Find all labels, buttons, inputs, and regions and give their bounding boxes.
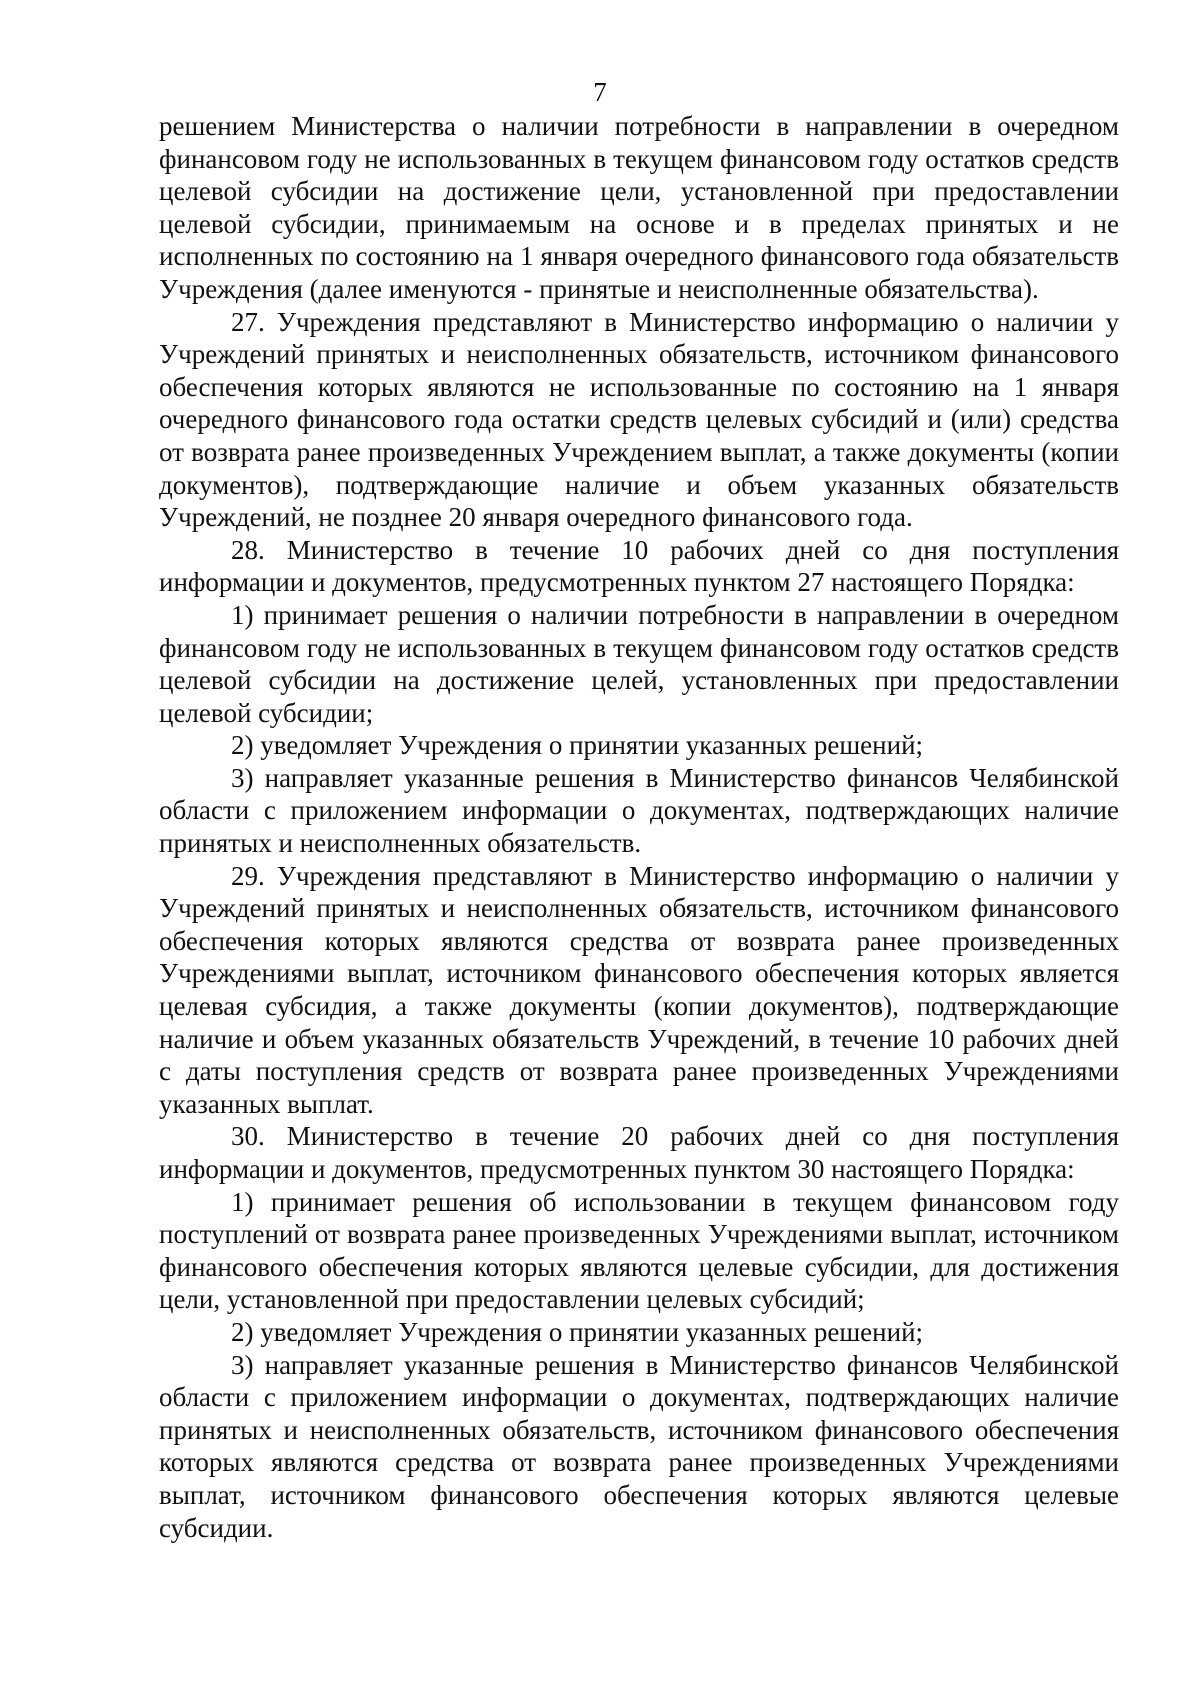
paragraph-continuation: решением Министерства о наличии потребности в направлении в очередном финансовом году не использованных в текущем финансовом году остатков средств целевой субсидии на достижение цели, установленной при предоставлении целевой субсидии, принимаемым на основе и в пределах принятых и не исполненных по состоянию на 1 января очередного финансового года обязательств Учреждения (далее именуются - принятые и неисполненные обязательства). [159,111,1119,304]
paragraph-30-item-2: 2) уведомляет Учреждения о принятии указанных решений; [231,1316,924,1347]
paragraph-30: 30. Министерство в течение 20 рабочих дней со дня поступления информации и документов, предусмотренных пунктом 30 настоящего Порядка: [159,1121,1119,1184]
document-body [159,110,1119,1544]
paragraph-28-item-1: 1) принимает решения о наличии потребности в направлении в очередном финансовом году не использованных в текущем финансовом году остатков средств целевой субсидии на достижение целей, установленных при предоставлении целевой субсидии; [159,599,1119,728]
paragraph-28-item-2: 2) уведомляет Учреждения о принятии указанных решений; [231,730,924,761]
paragraph-27: 27. Учреждения представляют в Министерство информацию о наличии у Учреждений принятых и неисполненных обязательств, источником финансового обеспечения которых являются не использованные по состоянию на 1 января очередного финансового года остатки средств целевых субсидий и (или) средства от возврата ранее произведенных Учреждением выплат, а также документы (копии документов), подтверждающие наличие и объем указанных обязательств Учреждений, не позднее 20 января очередного финансового года. [159,306,1119,533]
paragraph-30-item-3: 3) направляет указанные решения в Министерство финансов Челябинской области с приложением информации о документах, подтверждающих наличие принятых и неисполненных обязательств, источником финансового обеспечения которых являются средства от возврата ранее произведенных Учреждениями выплат, источником финансового обеспечения которых являются целевые субсидии. [159,1349,1119,1543]
page-number: 7 [593,77,607,107]
paragraph-30-item-1: 1) принимает решения об использовании в текущем финансовом году поступлений от возврата ранее произведенных Учреждениями выплат, источником финансового обеспечения которых являются целевые субсидии, для достижения цели, установленной при предоставлении целевых субсидий; [159,1186,1119,1315]
paragraph-28: 28. Министерство в течение 10 рабочих дней со дня поступления информации и документов, предусмотренных пунктом 27 настоящего Порядка: [159,534,1119,598]
paragraph-28-item-3: 3) направляет указанные решения в Министерство финансов Челябинской области с приложением информации о документах, подтверждающих наличие принятых и неисполненных обязательств. [159,762,1119,859]
paragraph-29: 29. Учреждения представляют в Министерство информацию о наличии у Учреждений принятых и неисполненных обязательств, источником финансового обеспечения которых являются средства от возврата ранее произведенных Учреждениями выплат, источником финансового обеспечения которых является целевая субсидия, а также документы (копии документов), подтверждающие наличие и объем указанных обязательств Учреждений, в течение 10 рабочих дней с даты поступления средств от возврата ранее произведенных Учреждениями указанных выплат. [159,860,1119,1119]
